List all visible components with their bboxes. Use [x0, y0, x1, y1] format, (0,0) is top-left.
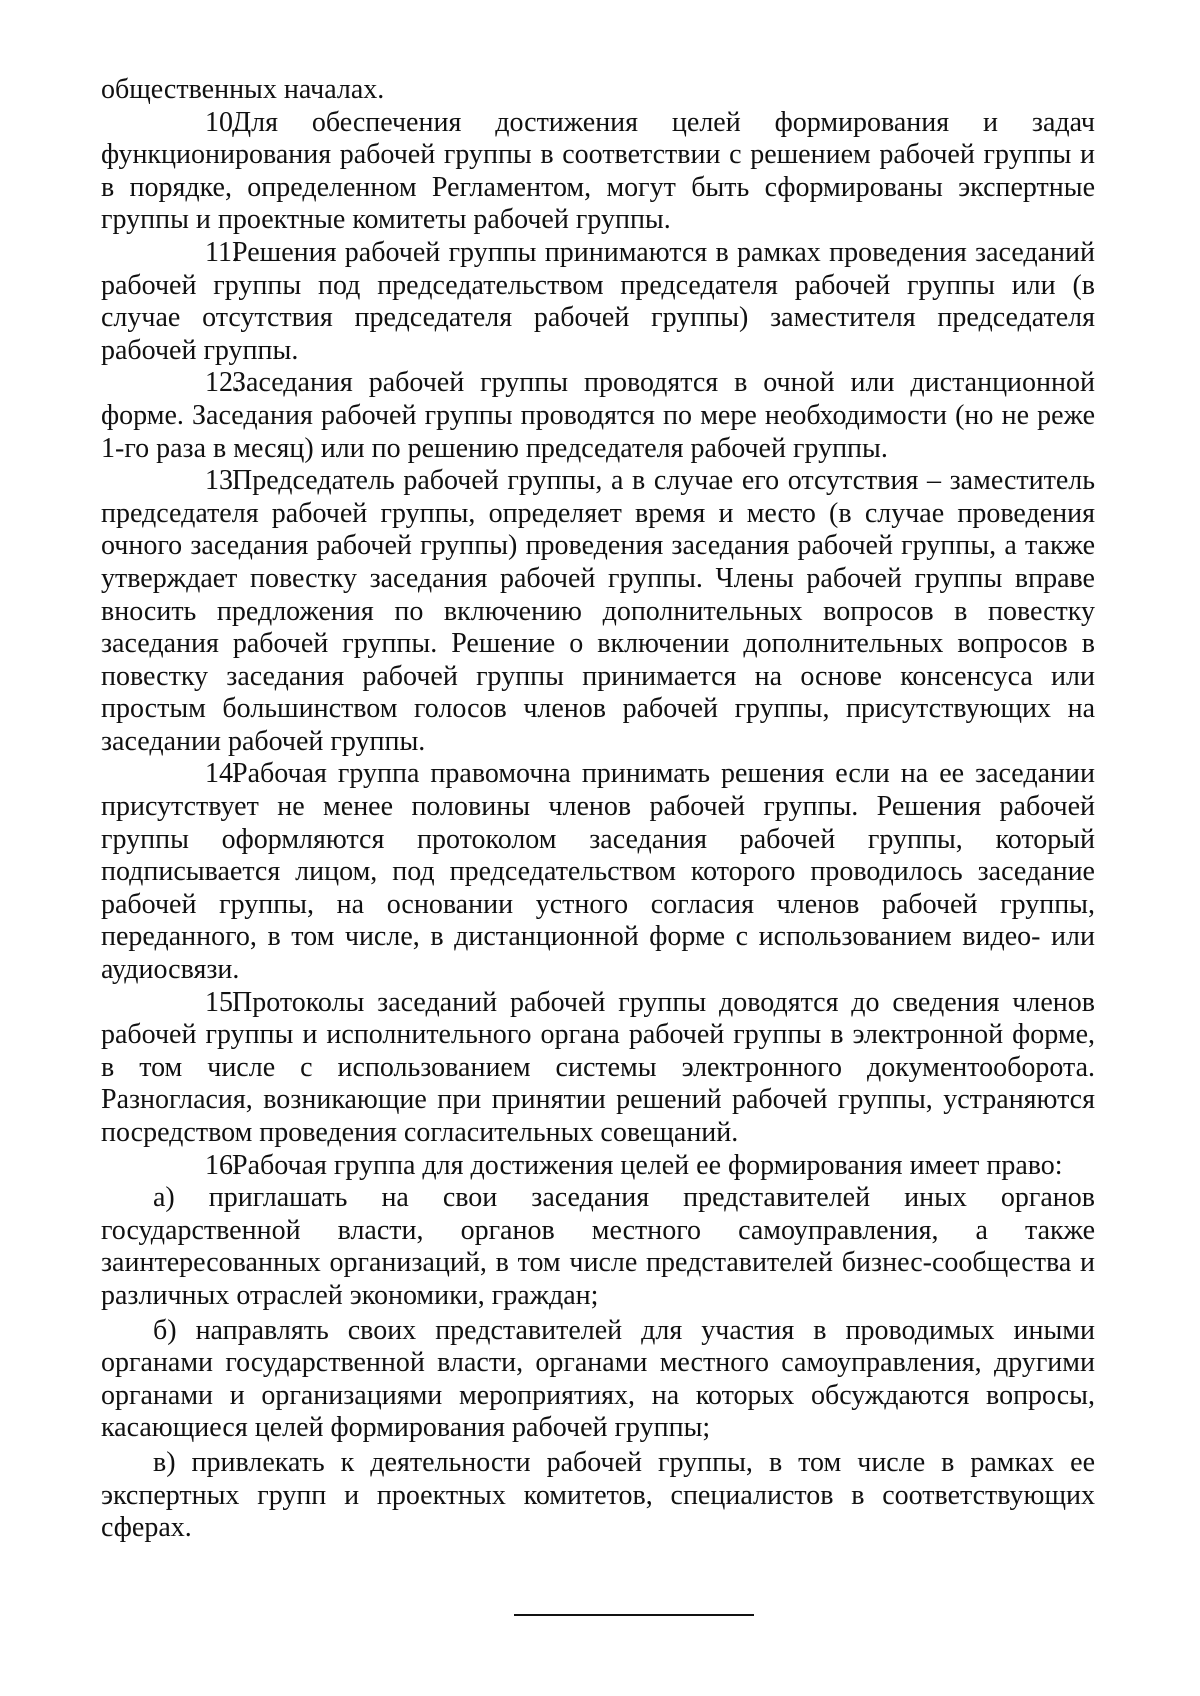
item-text: Председатель рабочей группы, а в случае его отсутствия – заместитель председателя рабочей группы, определяет время и место (в случае проведения очного заседания рабочей группы) проведения заседания рабочей группы, а также утверждает повестку заседания рабочей группы. Члены рабочей группы вправе вносить предложения по включению дополнительных вопросов в повестку заседания рабочей группы. Решение о включении дополнительных вопросов в повестку заседания рабочей группы принимается на основе консенсуса или простым большинством голосов членов рабочей группы, присутствующих на заседании рабочей группы.	[101, 465, 1095, 757]
item-11	[101, 237, 1095, 367]
item-10	[101, 107, 1095, 237]
item-number: 10.	[205, 106, 240, 138]
item-number: 14.	[205, 758, 240, 790]
item-15	[101, 987, 1095, 1150]
subitem-v: в) привлекать к деятельности рабочей группы, в том числе в рамках ее экспертных групп и проектных комитетов, специалистов в соответствующих сферах.	[101, 1446, 1095, 1544]
item-text: Решения рабочей группы принимаются в рамках проведения заседаний рабочей группы под председательством председателя рабочей группы или (в случае отсутствия председателя рабочей группы) заместителя председателя рабочей группы.	[101, 236, 1095, 366]
item-number: 13.	[205, 465, 240, 497]
item-text: Протоколы заседаний рабочей группы доводятся до сведения членов рабочей группы и исполнительного органа рабочей группы в электронной форме, в том числе с использованием системы электронного документооборота. Разногласия, возникающие при принятии решений рабочей группы, устраняются посредством проведения согласительных совещаний.	[101, 986, 1095, 1148]
item-13	[101, 465, 1095, 758]
item-text: Рабочая группа для достижения целей ее формирования имеет право:	[232, 1149, 1063, 1181]
item-number: 12.	[205, 367, 240, 399]
subitem-a: а) приглашать на свои заседания представителей иных органов государственной власти, органов местного самоуправления, а также заинтересованных организаций, в том числе представителей бизнес-сообщества и различных отраслей экономики, граждан;	[101, 1182, 1095, 1311]
item-text: Рабочая группа правомочна принимать решения если на ее заседании присутствует не менее половины членов рабочей группы. Решения рабочей группы оформляются протоколом заседания рабочей группы, который подписывается лицом, под председательством которого проводилось заседание рабочей группы, на основании устного согласия членов рабочей группы, переданного, в том числе, в дистанционной форме с использованием видео- или аудиосвязи.	[101, 758, 1095, 986]
end-of-document-rule	[514, 1614, 754, 1616]
item-12	[101, 367, 1095, 465]
item-number: 16.	[205, 1149, 240, 1181]
item-14	[101, 758, 1095, 986]
document-body	[101, 74, 1095, 1545]
subitem-b: б) направлять своих представителей для участия в проводимых иными органами государственной власти, органами местного самоуправления, другими органами и организациями мероприятиях, на которых обсуждаются вопросы, касающиеся целей формирования рабочей группы;	[101, 1314, 1095, 1444]
item-number: 11.	[205, 236, 239, 268]
item-16	[101, 1150, 1095, 1183]
item-text: Заседания рабочей группы проводятся в очной или дистанционной форме. Заседания рабочей группы проводятся по мере необходимости (но не реже 1-го раза в месяц) или по решению председателя рабочей группы.	[101, 367, 1095, 464]
item-text: Для обеспечения достижения целей формирования и задач функционирования рабочей группы в соответствии с решением рабочей группы и в порядке, определенном Регламентом, могут быть сформированы экспертные группы и проектные комитеты рабочей группы.	[101, 106, 1095, 236]
item-number: 15.	[205, 986, 240, 1018]
opening-fragment: общественных началах.	[101, 74, 385, 105]
